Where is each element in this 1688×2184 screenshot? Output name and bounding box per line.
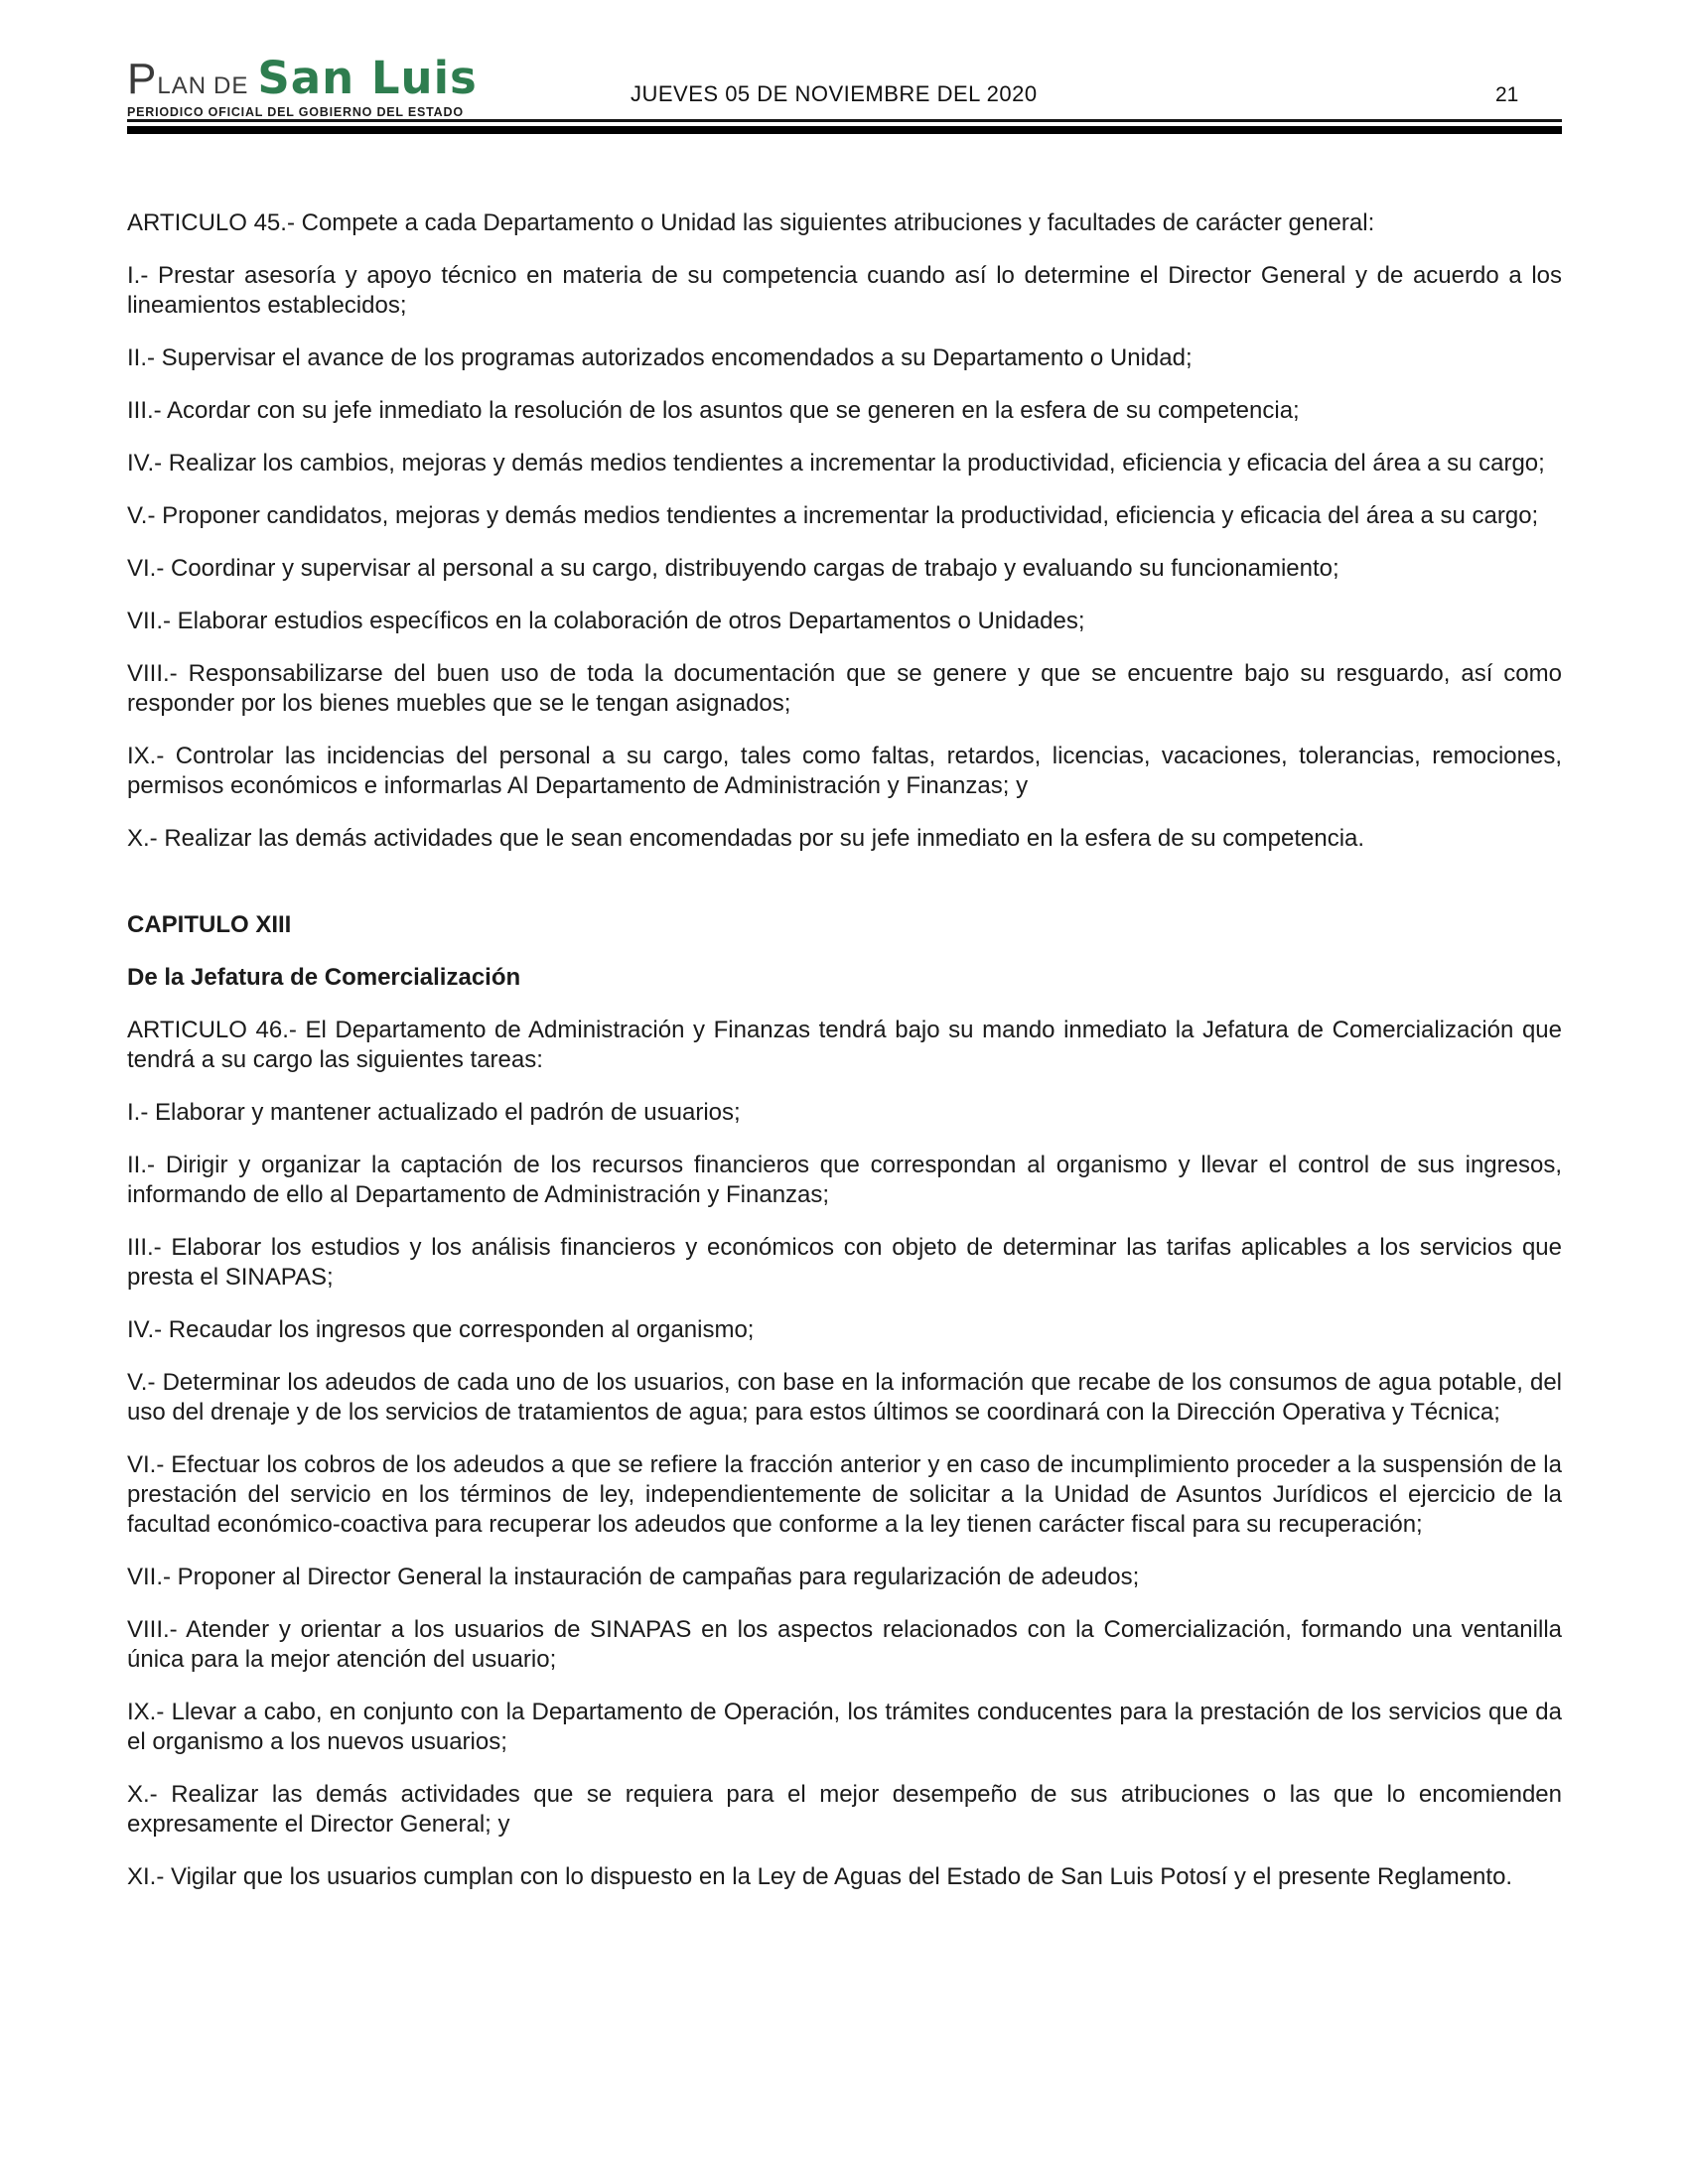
document-body xyxy=(127,208,1562,1915)
paragraph-46-fraccion-vi: VI.- Efectuar los cobros de los adeudos a que se refiere la fracción anterior y en caso de incumplimiento proceder a la suspensión de la prestación del servicio en los términos de ley, independientemente de solicitar a la Unidad de Asuntos Jurídicos el ejercicio de la facultad económico-coactiva para recuperar los adeudos que conforme a la ley tienen carácter fiscal para su recuperación; xyxy=(127,1451,1562,1538)
paragraph-46-fraccion-i: I.- Elaborar y mantener actualizado el padrón de usuarios; xyxy=(127,1099,741,1126)
header-rule-thick xyxy=(127,126,1562,134)
paragraph-articulo-46: ARTICULO 46.- El Departamento de Administración y Finanzas tendrá bajo su mando inmediato la Jefatura de Comercialización que tendrá a su cargo las siguientes tareas: xyxy=(127,1017,1562,1073)
logo-plan-rest: LAN xyxy=(157,72,208,99)
logo-de: DE xyxy=(213,72,249,99)
paragraph-46-fraccion-v: V.- Determinar los adeudos de cada uno de los usuarios, con base en la información que recabe de los consumos de agua potable, del uso del drenaje y de los servicios de tratamientos de agua; para estos últimos se coordinará con la Dirección Operativa y Técnica; xyxy=(127,1369,1562,1426)
paragraph-fraccion-iv: IV.- Realizar los cambios, mejoras y demás medios tendientes a incrementar la productividad, eficiencia y eficacia del área a su cargo; xyxy=(127,450,1545,477)
paragraph-46-fraccion-xi: XI.- Vigilar que los usuarios cumplan con lo dispuesto en la Ley de Aguas del Estado de San Luis Potosí y el presente Reglamento. xyxy=(127,1863,1513,1890)
logo-plan-initial: P xyxy=(127,55,157,103)
header-rule-thin xyxy=(127,119,1562,122)
section-heading: De la Jefatura de Comercialización xyxy=(127,964,521,991)
paragraph-fraccion-i: I.- Prestar asesoría y apoyo técnico en materia de su competencia cuando así lo determine el Director General y de acuerdo a los lineamientos establecidos; xyxy=(127,262,1562,319)
newspaper-logo xyxy=(127,52,485,119)
paragraph-46-fraccion-x: X.- Realizar las demás actividades que se requiera para el mejor desempeño de sus atribuciones o las que lo encomienden expresamente el Director General; y xyxy=(127,1781,1562,1838)
paragraph-fraccion-vii: VII.- Elaborar estudios específicos en la colaboración de otros Departamentos o Unidades; xyxy=(127,608,1085,634)
paragraph-46-fraccion-ii: II.- Dirigir y organizar la captación de los recursos financieros que correspondan al organismo y llevar el control de sus ingresos, informando de ello al Departamento de Administración y Finanzas; xyxy=(127,1152,1562,1208)
logo-tagline: PERIODICO OFICIAL DEL GOBIERNO DEL ESTADO xyxy=(127,105,464,119)
paragraph-fraccion-viii: VIII.- Responsabilizarse del buen uso de toda la documentación que se genere y que se encuentre bajo su resguardo, así como responder por los bienes muebles que se le tengan asignados; xyxy=(127,660,1562,717)
paragraph-46-fraccion-vii: VII.- Proponer al Director General la instauración de campañas para regularización de adeudos; xyxy=(127,1564,1140,1590)
paragraph-fraccion-x: X.- Realizar las demás actividades que le sean encomendadas por su jefe inmediato en la esfera de su competencia. xyxy=(127,825,1365,852)
paragraph-articulo-45: ARTICULO 45.- Compete a cada Departamento o Unidad las siguientes atribuciones y facultades de carácter general: xyxy=(127,209,1375,236)
page-number: 21 xyxy=(1495,83,1519,106)
chapter-heading: CAPITULO XIII xyxy=(127,911,292,938)
paragraph-46-fraccion-ix: IX.- Llevar a cabo, en conjunto con la Departamento de Operación, los trámites conducentes para la prestación de los servicios que da el organismo a los nuevos usuarios; xyxy=(127,1699,1562,1755)
paragraph-fraccion-vi: VI.- Coordinar y supervisar al personal a su cargo, distribuyendo cargas de trabajo y evaluando su funcionamiento; xyxy=(127,555,1339,582)
paragraph-46-fraccion-iv: IV.- Recaudar los ingresos que corresponden al organismo; xyxy=(127,1316,755,1343)
paragraph-fraccion-iii: III.- Acordar con su jefe inmediato la resolución de los asuntos que se generen en la esfera de su competencia; xyxy=(127,397,1300,424)
logo-san-luis: San Luis xyxy=(257,52,478,104)
paragraph-46-fraccion-viii: VIII.- Atender y orientar a los usuarios de SINAPAS en los aspectos relacionados con la Comercialización, formando una ventanilla única para la mejor atención del usuario; xyxy=(127,1616,1562,1673)
logo-wordmark xyxy=(127,52,485,104)
paragraph-fraccion-ii: II.- Supervisar el avance de los programas autorizados encomendados a su Departamento o Unidad; xyxy=(127,344,1193,371)
header-date: JUEVES 05 DE NOVIEMBRE DEL 2020 xyxy=(631,81,1038,106)
paragraph-46-fraccion-iii: III.- Elaborar los estudios y los análisis financieros y económicos con objeto de determinar las tarifas aplicables a los servicios que presta el SINAPAS; xyxy=(127,1234,1562,1291)
paragraph-fraccion-v: V.- Proponer candidatos, mejoras y demás medios tendientes a incrementar la productividad, eficiencia y eficacia del área a su cargo; xyxy=(127,502,1539,529)
paragraph-fraccion-ix: IX.- Controlar las incidencias del personal a su cargo, tales como faltas, retardos, licencias, vacaciones, tolerancias, remociones, permisos económicos e informarlas Al Departamento de Administración y Finanzas; y xyxy=(127,743,1562,799)
